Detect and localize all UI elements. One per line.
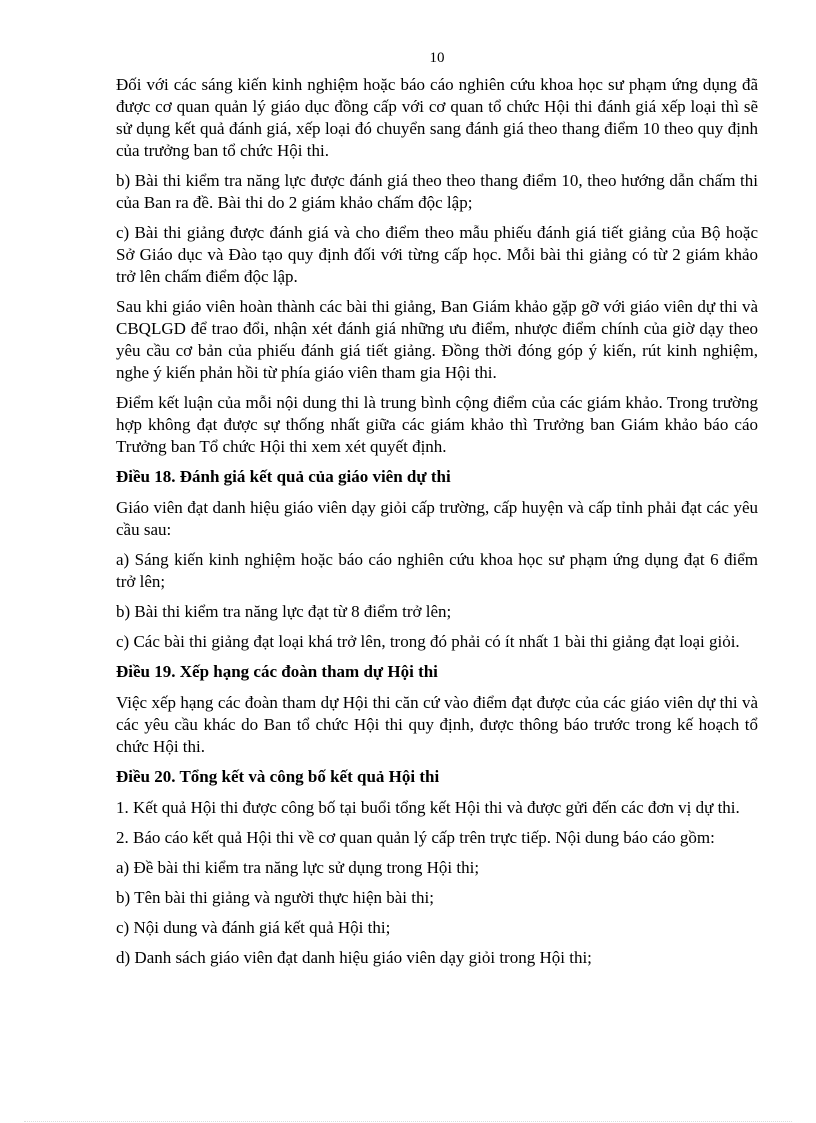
paragraph-item-c-teaching-test: c) Bài thi giảng được đánh giá và cho điểm theo mẫu phiếu đánh giá tiết giảng của Bộ hoặc Sở Giáo dục và Đào tạo quy định đối với từng cấp học. Mỗi bài thi giảng có từ 2 giám khảo trở lên chấm điểm độc lập.: [116, 223, 758, 286]
paragraph-ranking: Việc xếp hạng các đoàn tham dự Hội thi căn cứ vào điểm đạt được của các giáo viên dự thi và các yêu cầu khác do Ban tổ chức Hội thi quy định, được thông báo trước trong kế hoạch tổ chức Hội thi.: [116, 693, 758, 756]
document-page: [116, 48, 758, 977]
paragraph-requirements-intro: Giáo viên đạt danh hiệu giáo viên dạy giỏi cấp trường, cấp huyện và cấp tỉnh phải đạt các yêu cầu sau:: [116, 498, 758, 539]
article-18-heading: Điều 18. Đánh giá kết quả của giáo viên dự thi: [116, 467, 451, 486]
paragraph-final-score: Điểm kết luận của mỗi nội dung thi là trung bình cộng điểm của các giám khảo. Trong trường hợp không đạt được sự thống nhất giữa các giám khảo thì Trưởng ban Giám khảo báo cáo Trưởng ban Tổ chức Hội thi xem xét quyết định.: [116, 393, 758, 456]
article-19-heading: Điều 19. Xếp hạng các đoàn tham dự Hội thi: [116, 662, 438, 681]
article-20-heading: Điều 20. Tổng kết và công bố kết quả Hội thi: [116, 767, 440, 786]
page-number: 10: [429, 50, 445, 66]
paragraph-report-item-b: b) Tên bài thi giảng và người thực hiện bài thi;: [116, 888, 434, 907]
paragraph-evaluation-conversion: Đối với các sáng kiến kinh nghiệm hoặc báo cáo nghiên cứu khoa học sư phạm ứng dụng đã được cơ quan quản lý giáo dục đồng cấp với cơ quan tổ chức Hội thi đánh giá xếp loại thì sẽ sử dụng kết quả đánh giá, xếp loại đó chuyển sang đánh giá theo thang điểm 10 theo quy định của trưởng ban tổ chức Hội thi.: [116, 75, 758, 160]
paragraph-requirement-a: a) Sáng kiến kinh nghiệm hoặc báo cáo nghiên cứu khoa học sư phạm ứng dụng đạt 6 điểm trở lên;: [116, 550, 758, 591]
paragraph-result-announcement: 1. Kết quả Hội thi được công bố tại buổi tổng kết Hội thi và được gửi đến các đơn vị dự thi.: [116, 798, 740, 817]
paragraph-feedback-session: Sau khi giáo viên hoàn thành các bài thi giảng, Ban Giám khảo gặp gỡ với giáo viên dự thi và CBQLGD để trao đổi, nhận xét đánh giá những ưu điểm, nhược điểm chính của giờ dạy theo yêu cầu cơ bản của phiếu đánh giá tiết giảng. Đồng thời đóng góp ý kiến, rút kinh nghiệm, nghe ý kiến phản hồi từ phía giáo viên tham gia Hội thi.: [116, 297, 758, 382]
page-bottom-divider: [24, 1121, 792, 1122]
paragraph-report-item-d: d) Danh sách giáo viên đạt danh hiệu giáo viên dạy giỏi trong Hội thi;: [116, 948, 592, 967]
paragraph-item-b-capacity-test: b) Bài thi kiểm tra năng lực được đánh giá theo theo thang điểm 10, theo hướng dẫn chấm thi của Ban ra đề. Bài thi do 2 giám khảo chấm độc lập;: [116, 171, 758, 212]
paragraph-report-item-a: a) Đề bài thi kiểm tra năng lực sử dụng trong Hội thi;: [116, 858, 480, 877]
paragraph-report-content: 2. Báo cáo kết quả Hội thi về cơ quan quản lý cấp trên trực tiếp. Nội dung báo cáo gồm:: [116, 828, 715, 847]
paragraph-requirement-b: b) Bài thi kiểm tra năng lực đạt từ 8 điểm trở lên;: [116, 602, 452, 621]
paragraph-report-item-c: c) Nội dung và đánh giá kết quả Hội thi;: [116, 918, 391, 937]
paragraph-requirement-c: c) Các bài thi giảng đạt loại khá trở lên, trong đó phải có ít nhất 1 bài thi giảng đạt loại giỏi.: [116, 632, 740, 651]
